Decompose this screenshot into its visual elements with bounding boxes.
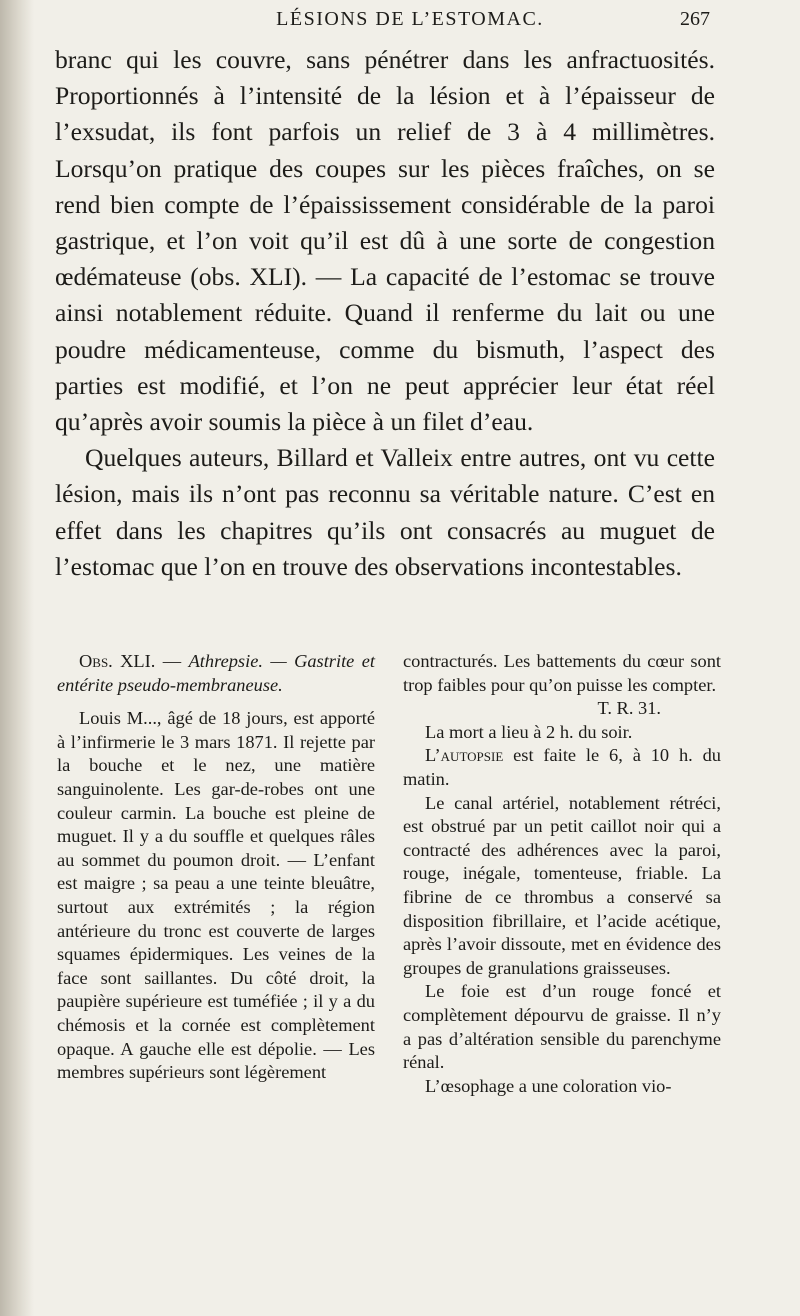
running-head: LÉSIONS DE L’ESTOMAC. <box>276 8 544 30</box>
observation-paragraph: Louis M..., âgé de 18 jours, est apporté à l’infirmerie le 3 mars 1871. Il rejette par la bouche et le nez, une matière sanguinolente. Les gar-de-robes ont une couleur carmin. La bouche est pleine de muguet. Il y a du souffle et quelques râles au sommet du poumon droit. — L’enfant est maigre ; sa peau a une teinte bleuâtre, surtout aux extrémités ; la région antérieure du tronc est couverte de larges squames épidermiques. Les veines de la face sont saillantes. Du côté droit, la paupière supérieure est tuméfiée ; il y a du chémosis et la cornée est complètement opaque. A gauche elle est dépolie. — Les membres supérieurs sont légèrement <box>57 708 375 1083</box>
observation-paragraph: contracturés. Les battements du cœur sont trop faibles pour qu’on puisse les compter. <box>403 651 721 695</box>
page-header <box>110 6 710 36</box>
observation-paragraph: L’œsophage a une coloration vio- <box>425 1075 672 1096</box>
page-number: 267 <box>680 8 710 30</box>
main-paragraph: branc qui les couvre, sans pénétrer dans les anfractuosités. Proportionnés à l’intensité de la lésion et à l’épaisseur de l’exsudat, ils font parfois un relief de 3 à 4 millimètres. Lorsqu’on pratique des coupes sur les pièces fraîches, on se rend bien compte de l’épaississement considérable de la paroi gastrique, et l’on voit qu’il est dû à une sorte de congestion œdémateuse (obs. XLI). — La capacité de l’estomac se trouve ainsi notablement réduite. Quand il renferme du lait ou une poudre médicamenteuse, comme du bismuth, l’aspect des parties est modifié, et l’on ne peut apprécier leur état réel qu’après avoir soumis la pièce à un filet d’eau. <box>55 45 715 437</box>
observation-paragraph: La mort a lieu à 2 h. du soir. <box>425 721 633 742</box>
page-gutter-shadow <box>0 0 34 1316</box>
autopsy-paragraph <box>403 744 721 791</box>
main-text <box>55 42 715 585</box>
observation-paragraph: Le canal artériel, notablement rétréci, est obstrué par un petit caillot noir qui a contracté des adhérences avec la paroi, rouge, inégale, tomenteuse, friable. La fibrine de ce thrombus a conservé sa disposition fibrillaire, et l’acide acétique, après l’avoir dissoute, met en évidence des groupes de granulations graisseuses. <box>403 792 721 978</box>
observation-title <box>57 650 375 697</box>
observation-left-column <box>57 650 375 1085</box>
observation-columns <box>57 650 721 1290</box>
autopsy-label: L’autopsie <box>425 745 504 766</box>
observation-diagnosis: Athrepsie. — Gastrite et entérite pseudo-membraneuse. <box>57 651 375 695</box>
autopsy-text: est faite le 6, à 10 h. du matin. <box>403 745 721 789</box>
observation-right-column <box>403 650 721 1098</box>
main-paragraph: Quelques auteurs, Billard et Valleix entre autres, ont vu cette lésion, mais ils n’ont pas reconnu sa véritable nature. C’est en effet dans les chapitres qu’ils ont consacrés au muguet de l’estomac que l’on en trouve des observations incontestables. <box>55 443 715 581</box>
observation-paragraph: Le foie est d’un rouge foncé et complètement dépourvu de graisse. Il n’y a pas d’altération sensible du parenchyme rénal. <box>403 981 721 1073</box>
observation-number: Obs. XLI. — <box>79 651 182 671</box>
temperature-reading: T. R. 31. <box>597 698 661 719</box>
